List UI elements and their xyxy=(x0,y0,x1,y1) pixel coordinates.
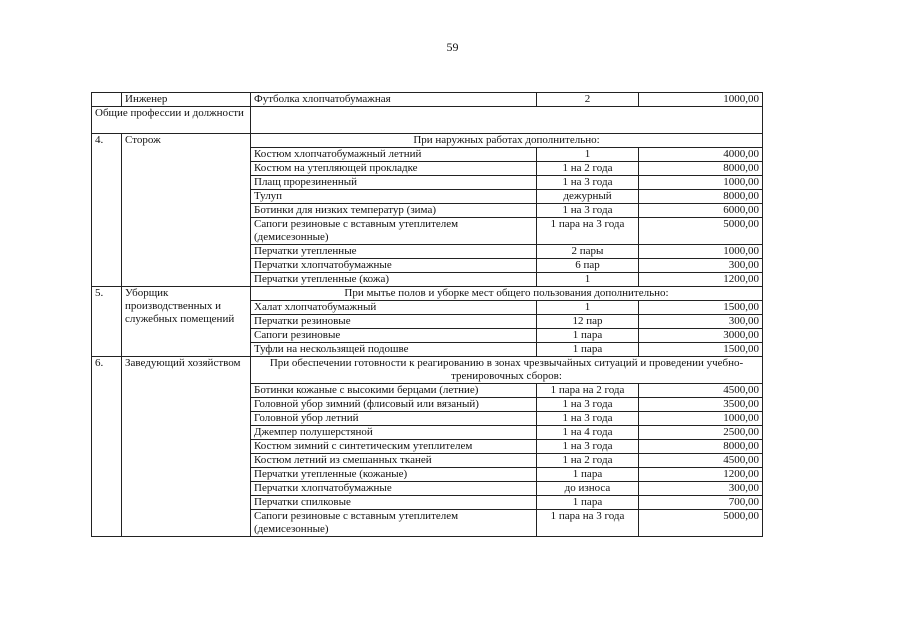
row-number: 4. xyxy=(92,134,122,287)
item-cell: Сапоги резиновые с вставным утеплителем (демисезонные) xyxy=(251,218,537,245)
page-number: 59 xyxy=(446,40,459,54)
price-cell: 3500,00 xyxy=(639,398,763,412)
price-cell: 1500,00 xyxy=(639,301,763,315)
item-cell: Туфли на нескользящей подошве xyxy=(251,343,537,357)
norm-cell: до износа xyxy=(537,482,639,496)
section-row xyxy=(92,107,763,134)
position-cell: Заведующий хозяйством xyxy=(122,357,251,537)
norm-cell: 2 пары xyxy=(537,245,639,259)
item-cell: Сапоги резиновые с вставным утеплителем (демисезонные) xyxy=(251,510,537,537)
item-cell: Ботинки кожаные с высокими берцами (летние) xyxy=(251,384,537,398)
item-cell: Перчатки утепленные (кожаные) xyxy=(251,468,537,482)
group-heading: При обеспечении готовности к реагированию в зонах чрезвычайных ситуаций и проведении учебно-тренировочных сборов: xyxy=(251,357,763,384)
row-number xyxy=(92,93,122,107)
norm-cell: 1 xyxy=(537,273,639,287)
norm-cell: 1 на 4 года xyxy=(537,426,639,440)
price-cell: 5000,00 xyxy=(639,218,763,245)
section-title: Общие профессии и должности xyxy=(92,107,251,134)
row-number: 6. xyxy=(92,357,122,537)
item-cell: Тулуп xyxy=(251,190,537,204)
item-cell: Костюм летний из смешанных тканей xyxy=(251,454,537,468)
price-cell: 4000,00 xyxy=(639,148,763,162)
price-cell: 300,00 xyxy=(639,482,763,496)
item-cell: Сапоги резиновые xyxy=(251,329,537,343)
item-cell: Перчатки резиновые xyxy=(251,315,537,329)
norm-cell: 1 пара xyxy=(537,468,639,482)
norm-cell: 1 на 3 года xyxy=(537,398,639,412)
clothing-norms-table xyxy=(91,92,763,537)
norm-cell: 1 пара xyxy=(537,496,639,510)
item-cell: Плащ прорезиненный xyxy=(251,176,537,190)
item-cell: Перчатки хлопчатобумажные xyxy=(251,482,537,496)
item-cell: Перчатки утепленные xyxy=(251,245,537,259)
price-cell: 8000,00 xyxy=(639,440,763,454)
position-cell: Инженер xyxy=(122,93,251,107)
norm-cell: 6 пар xyxy=(537,259,639,273)
item-cell: Ботинки для низких температур (зима) xyxy=(251,204,537,218)
position-cell: Уборщик производственных и служебных помещений xyxy=(122,287,251,357)
norm-cell: 1 на 3 года xyxy=(537,440,639,454)
norm-cell: 1 на 3 года xyxy=(537,176,639,190)
item-cell: Халат хлопчатобумажный xyxy=(251,301,537,315)
norm-cell: 1 пара на 3 года xyxy=(537,218,639,245)
group-heading: При наружных работах дополнительно: xyxy=(251,134,763,148)
price-cell: 1500,00 xyxy=(639,343,763,357)
price-cell: 1200,00 xyxy=(639,273,763,287)
price-cell: 8000,00 xyxy=(639,190,763,204)
norm-cell: 1 пара на 3 года xyxy=(537,510,639,537)
item-cell: Головной убор летний xyxy=(251,412,537,426)
price-cell: 700,00 xyxy=(639,496,763,510)
norm-cell: 1 на 2 года xyxy=(537,454,639,468)
norm-cell: дежурный xyxy=(537,190,639,204)
norm-cell: 1 пара xyxy=(537,343,639,357)
price-cell: 1000,00 xyxy=(639,412,763,426)
group-heading-row xyxy=(92,134,763,148)
item-cell: Костюм зимний с синтетическим утеплителем xyxy=(251,440,537,454)
norm-cell: 1 на 2 года xyxy=(537,162,639,176)
price-cell: 4500,00 xyxy=(639,384,763,398)
norm-cell: 1 на 3 года xyxy=(537,412,639,426)
item-cell: Джемпер полушерстяной xyxy=(251,426,537,440)
price-cell: 6000,00 xyxy=(639,204,763,218)
price-cell: 2500,00 xyxy=(639,426,763,440)
item-cell: Головной убор зимний (флисовый или вязаный) xyxy=(251,398,537,412)
norm-cell: 1 пара на 2 года xyxy=(537,384,639,398)
price-cell: 5000,00 xyxy=(639,510,763,537)
item-cell: Перчатки спилковые xyxy=(251,496,537,510)
price-cell: 3000,00 xyxy=(639,329,763,343)
norm-cell: 1 на 3 года xyxy=(537,204,639,218)
price-cell: 1000,00 xyxy=(639,245,763,259)
norm-cell: 12 пар xyxy=(537,315,639,329)
group-heading-row xyxy=(92,357,763,384)
price-cell: 300,00 xyxy=(639,259,763,273)
item-cell: Перчатки утепленные (кожа) xyxy=(251,273,537,287)
group-heading-row xyxy=(92,287,763,301)
norm-cell: 1 xyxy=(537,301,639,315)
price-cell: 1000,00 xyxy=(639,93,763,107)
price-cell: 1200,00 xyxy=(639,468,763,482)
item-cell: Костюм хлопчатобумажный летний xyxy=(251,148,537,162)
norm-cell: 1 xyxy=(537,148,639,162)
item-cell: Костюм на утепляющей прокладке xyxy=(251,162,537,176)
item-cell: Перчатки хлопчатобумажные xyxy=(251,259,537,273)
price-cell: 1000,00 xyxy=(639,176,763,190)
price-cell: 8000,00 xyxy=(639,162,763,176)
item-cell: Футболка хлопчатобумажная xyxy=(251,93,537,107)
price-cell: 4500,00 xyxy=(639,454,763,468)
position-cell: Сторож xyxy=(122,134,251,287)
norm-cell: 1 пара xyxy=(537,329,639,343)
table-row xyxy=(92,93,763,107)
group-heading: При мытье полов и уборке мест общего пользования дополнительно: xyxy=(251,287,763,301)
price-cell: 300,00 xyxy=(639,315,763,329)
norm-cell: 2 xyxy=(537,93,639,107)
row-number: 5. xyxy=(92,287,122,357)
